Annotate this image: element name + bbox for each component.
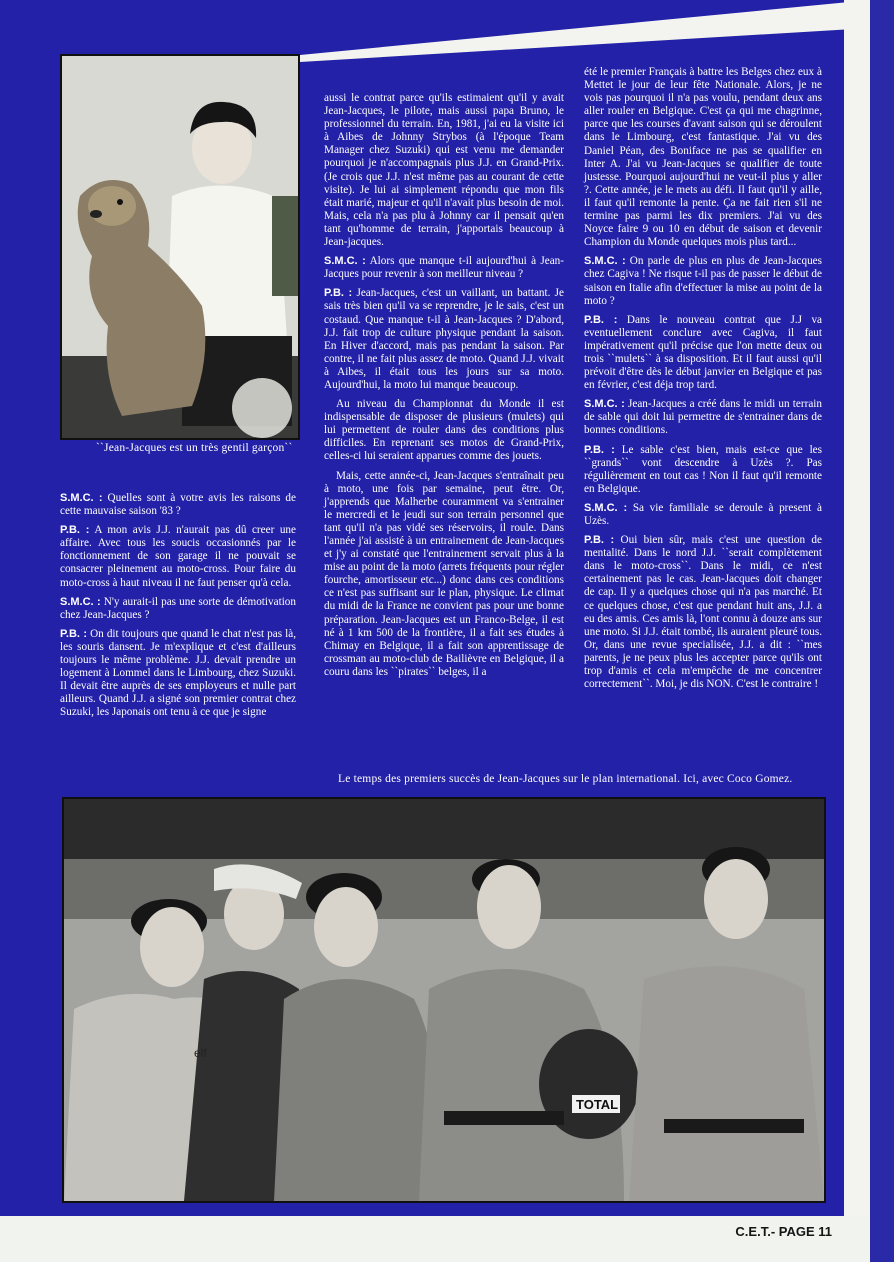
paragraph-text: Jean-Jacques, c'est un vaillant, un battant. Je sais très bien qu'il va se reprendre, je le sais, c'est un costaud. Que manque t-il à Jean-Jacques ? D'abord, J.J. fait trop de culture physique pendant la saison. En Hiver d'accord, mais pas pendant la saison. Par contre, il ne fait plus assez de moto. Quand J.J. vivait à Aibes, il était tous les jours sur sa moto. Aujourd'hui, la moto lui manque beaucoup. (324, 287, 565, 391)
paragraph (324, 287, 564, 392)
speaker-label: P.B. : (60, 524, 90, 537)
article-column-1 (60, 492, 296, 726)
paragraph-text: Dans le nouveau contrat que J.J va eventuellement conclure avec Cagiva, il faut impérativement qu'il précise que l'on mette deux ou trois ``mulets`` à sa disposition. Et il faut aussi qu'il prévoit d'être dès le début janvier en Belgique et pas en février, c'est déja trop tard. (584, 313, 823, 392)
speaker-label: S.M.C. : (60, 595, 101, 608)
page-edge (870, 0, 894, 1262)
paragraph-text: On dit toujours que quand le chat n'est pas là, les souris dansent. Je m'explique et c'est d'ailleurs toujours le même problème. J.J. devait prendre un logement à Lommel dans le Limbourg, chez Suzuki. Il devait être auprès de ses employeurs et nulle part ailleurs. Quand J.J. a signé son premier contrat chez Suzuki, les Japonais ont tenu à ce que je signe (60, 627, 296, 719)
white-right-margin (844, 0, 870, 1248)
helmet-brand-text: TOTAL (576, 1097, 619, 1112)
paragraph (584, 444, 822, 496)
paragraph (60, 596, 296, 622)
speaker-label: P.B. : (584, 313, 618, 326)
paragraph-text: été le premier Français à battre les Belges chez eux à Mettet le jour de leur fête Nationale. Alors, je ne vois pas pourquoi il n'a pas voulu, pendant deux ans aller rouler en Belgique. C'est ça qui me chagrinne, parce que les courses d'avant saison qui se déroulent dans le Limbourg, c'est fantastique. J'ai vu des Daniel Péan, des Boniface ne pas se qualifier en Inter A. J'ai vu Jean-Jacques se qualifier de toute justesse. Pourquoi aujourd'hui ne veut-il plus y aller ?. Cette année, je le mets au défi. Il faut qu'il y aille, il faut qu'il remonte la pente. Ça ne fait rien s'il ne termine pas parmi les dix premiers. J'ai vu des Noyce faire 9 ou 10 en début de saison et devenir Champion du Monde quelques mois plus tard... (584, 66, 822, 249)
photo-rider-with-dog-image (62, 56, 298, 438)
speaker-label: P.B. : (324, 287, 353, 300)
caption-dog-photo: ``Jean-Jacques est un très gentil garçon`` (96, 442, 293, 454)
speaker-label: S.M.C. : (584, 255, 626, 268)
paragraph-text: Au niveau du Championnat du Monde il est indispensable de disposer de plusieurs (mulets) qui lui permettent de rouler dans des conditions plus difficiles. En reprenant ses motos de Grand-Prix, celles-ci lui seraient apparues comme des jouets. (324, 398, 564, 463)
paragraph-text: Jean-Jacques a créé dans le midi un terrain de sable qui doit lui permettre de s'entrainer dans de bonnes conditions. (584, 398, 822, 437)
paragraph (584, 398, 822, 437)
paragraph-text: Quelles sont à votre avis les raisons de cette mauvaise saison '83 ? (60, 492, 296, 518)
paragraph-text: On parle de plus en plus de Jean-Jacques chez Cagiva ! Ne risque t-il pas de passer le début de saison en Italie afin d'effectuer la mise au point de la moto ? (584, 255, 822, 307)
paragraph-text: Sa vie familiale se deroule à present à Uzès. (584, 501, 822, 527)
paragraph-text: A mon avis J.J. n'aurait pas dû creer une affaire. Avec tous les soucis occasionnés par le fonctionnement de son garage il ne pouvait se consacrer pleinement au moto-cross. Pour faire du moto-cross à haut niveau il ne faut penser qu'à cela. (60, 524, 296, 589)
paragraph-text: Mais, cette année-ci, Jean-Jacques s'entraînait peu à moto, une fois par semaine, peut être. Or, j'apprends que Malherbe couramment va s'entrainer le mercredi et le jeudi sur son terrain personnel que tant qu'il n'a pas vidé ses réservoirs, il roule. Dans l'année j'ai assisté à un entrainement de Jean-Jacques et j'y ai constaté que l'entrainement servait plus à la mise au point de la moto (arrets fréquents pour régler fourche, amortisseur etc...) donc dans ces conditions ce n'est pas suffisant sur le plan, physique. Le climat du midi de la France ne convient pas pour une bonne préparation. Jean-Jacques est un Franco-Belge, il est né à 1 km 500 de la frontière, il a fait ses études à Chimay en Belgique, il a fait son apprentissage de crossman au moto-club de Bailièvre en Belgique, il a couru dans les ``pirates`` belges, il a (324, 469, 564, 678)
paragraph (584, 314, 822, 393)
speaker-label: S.M.C. : (584, 501, 628, 514)
paragraph-text: N'y aurait-il pas une sorte de démotivation chez Jean-Jacques ? (60, 595, 296, 621)
paragraph-text: Le sable c'est bien, mais est-ce que les ``grands`` vont descendre à Uzès ?. Pas régulièrement en tout cas ! Non il faut qu'il remonte en Belgique. (584, 443, 822, 495)
paragraph (584, 502, 822, 528)
jacket-patch-text: elf (194, 1046, 207, 1060)
caption-group-photo: Le temps des premiers succès de Jean-Jacques sur le plan international. Ici, avec Coco Gomez. (338, 773, 793, 785)
speaker-label: P.B. : (60, 627, 87, 640)
paragraph (584, 534, 822, 691)
speaker-label: P.B. : (584, 534, 615, 547)
page-number-footer: C.E.T.- PAGE 11 (735, 1224, 832, 1239)
paragraph-text: Alors que manque t-il aujourd'hui à Jean-Jacques pour revenir à son meilleur niveau ? (324, 255, 564, 281)
paragraph (324, 470, 564, 680)
paragraph (60, 492, 296, 518)
paragraph (584, 255, 822, 307)
paragraph (60, 628, 296, 720)
speaker-label: S.M.C. : (584, 398, 625, 411)
paragraph (60, 524, 296, 589)
photo-group-riders (62, 797, 826, 1203)
speaker-label: S.M.C. : (60, 492, 103, 504)
paragraph (584, 66, 822, 249)
article-column-3 (584, 66, 822, 697)
speaker-label: S.M.C. : (324, 255, 366, 268)
speaker-label: P.B. : (584, 443, 615, 456)
photo-group-riders-image (64, 799, 824, 1201)
paragraph-text: aussi le contrat parce qu'ils estimaient qu'il y avait Jean-Jacques, le pilote, mais aussi papa Bruno, le professionnel du terrain. En, 1981, j'ai eu la visite ici à Aibes de Johnny Strybos (à l'époque Team Manager chez Suzuki) qui est venu me demander pourquoi je n'accompagnais plus J.J. en Grand-Prix. (Je crois que J.J. n'est même pas au courant de cette visite). Je lui ai simplement répondu que mon fils était marié, majeur et qu'il n'avait plus besoin de moi. Mais, cela n'a pas plu à Johnny car il pensait qu'en tant qu'homme de terrain, j'apportais beaucoup à Jean-jacques. (324, 92, 564, 249)
paragraph (324, 92, 564, 249)
paragraph (324, 398, 564, 463)
white-bottom-margin (0, 1216, 870, 1262)
paragraph (324, 255, 564, 281)
article-column-2 (324, 92, 564, 685)
photo-rider-with-dog (60, 54, 300, 440)
paragraph-text: Oui bien sûr, mais c'est une question de mentalité. Dans le nord J.J. ``serait complètement dans le moto-cross``. Dans le midi, ce n'est certainement pas le cas. Jean-Jacques doit changer de cap. Il y a quelques chose qui n'a pas marché. Et ce quelques chose, c'est que pendant huit ans, J.J. a eu des amis. Ces amis là, l'ont connu à douze ans sur une moto. Si J.J. était tombé, ils auraient pleuré tous. Or, dans une revue specialisée, J.J. a dit : ``mes parents, je ne peux plus les accepter parce qu'ils ont trop d'amis et cela m'empêche de me concentrer correctement``. Moi, je dis NON. C'est le contraire ! (584, 534, 822, 691)
